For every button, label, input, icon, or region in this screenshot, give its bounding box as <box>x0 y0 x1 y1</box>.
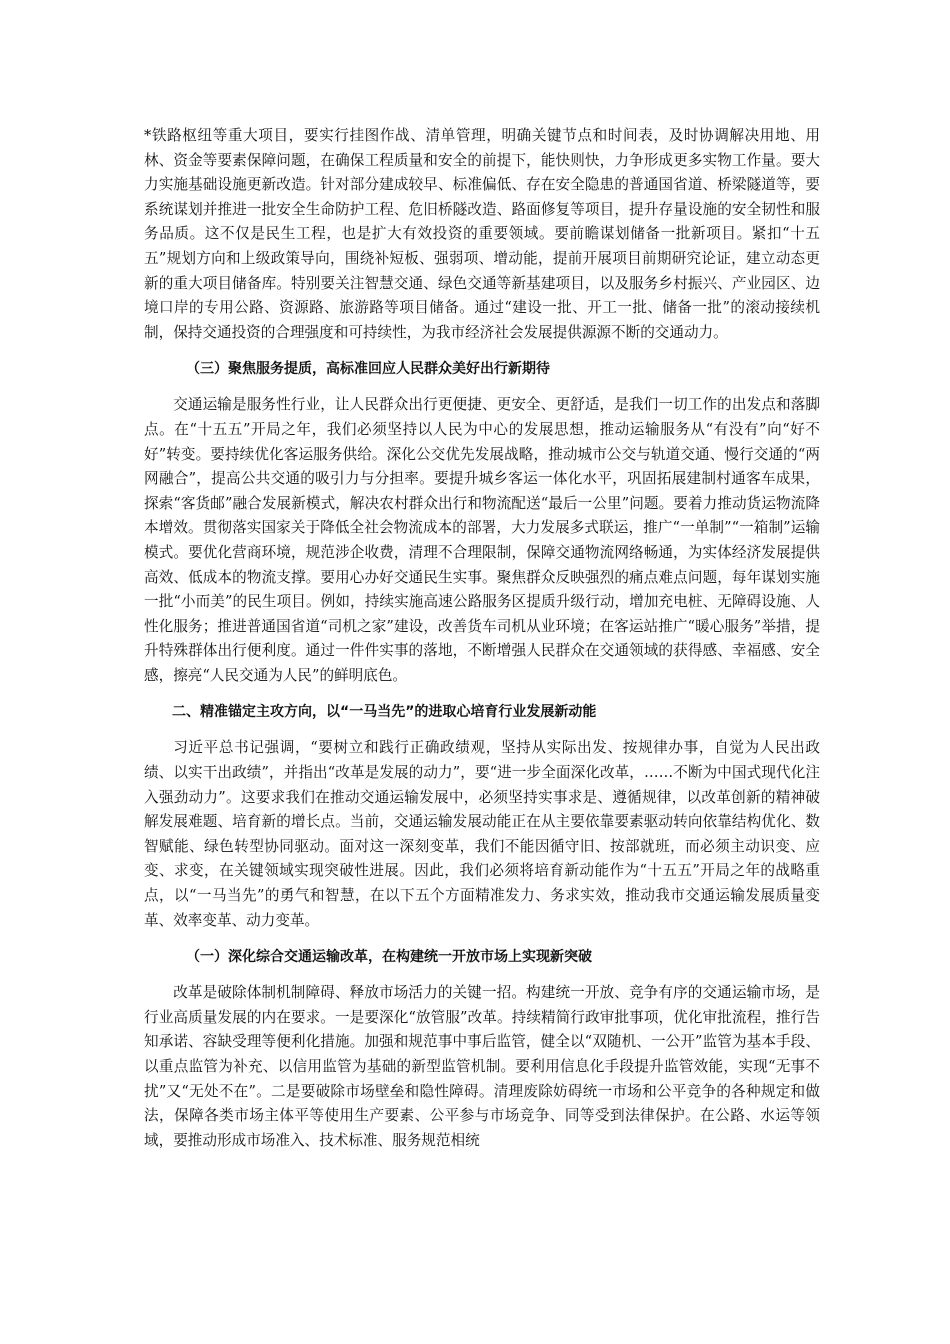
section-heading: （一）深化综合交通运输改革，在构建统一开放市场上实现新突破 <box>186 949 592 966</box>
section-heading: （三）聚焦服务提质，高标准回应人民群众美好出行新期待 <box>186 361 550 378</box>
body-paragraph: 交通运输是服务性行业，让人民群众出行更便捷、更安全、更舒适，是我们一切工作的出发点和落脚点。在“十五五”开局之年，我们必须坚持以人民为中心的发展思想，推动运输服务从“有没有”向“好不好”转变。要持续优化客运服务供给。深化公交优先发展战略，推动城市公交与轨道交通、慢行交通的“两网融合”，提高公共交通的吸引力与分担率。要提升城乡客运一体化水平，巩固拓展建制村通客车成果，探索“客货邮”融合发展新模式，解决农村群众出行和物流配送“最后一公里”问题。要着力推动货运物流降本增效。贯彻落实国家关于降低全社会物流成本的部署，大力发展多式联运，推广“一单制”“一箱制”运输模式。要优化营商环境，规范涉企收费，清理不合理限制，保障交通物流网络畅通，为实体经济发展提供高效、低成本的物流支撑。要用心办好交通民生实事。聚焦群众反映强烈的痛点难点问题，每年谋划实施一批“小而美”的民生项目。例如，持续实施高速公路服务区提质升级行动，增加充电桩、无障碍设施、人性化服务；推进普通国省道“司机之家”建设，改善货车司机从业环境；在客运站推广“暖心服务”举措，提升特殊群体出行便利度。通过一件件实事的落地，不断增强人民群众在交通领域的获得感、幸福感、安全感，擦亮“人民交通为人民”的鲜明底色。 <box>144 396 820 684</box>
body-paragraph: 改革是破除体制机制障碍、释放市场活力的关键一招。构建统一开放、竞争有序的交通运输市场，是行业高质量发展的内在要求。一是要深化“放管服”改革。持续精简行政审批事项，优化审批流程，推行告知承诺、容缺受理等便利化措施。加强和规范事中事后监管，健全以“双随机、一公开”监管为基本手段、以重点监管为补充、以信用监管为基础的新型监管机制。要利用信息化手段提升监管效能，实现“无事不扰”又“无处不在”。二是要破除市场壁垒和隐性障碍。清理废除妨碍统一市场和公平竞争的各种规定和做法，保障各类市场主体平等使用生产要素、公平参与市场竞争、同等受到法律保护。在公路、水运等领域，要推动形成市场准入、技术标准、服务规范相统 <box>144 984 820 1149</box>
section-heading: 二、精准锚定主攻方向，以“一马当先”的进取心培育行业发展新动能 <box>172 704 597 721</box>
body-paragraph: *铁路枢纽等重大项目，要实行挂图作战、清单管理，明确关键节点和时间表，及时协调解决用地、用林、资金等要素保障问题，在确保工程质量和安全的前提下，能快则快，力争形成更多实物工作量。要大力实施基础设施更新改造。针对部分建成较早、标准偏低、存在安全隐患的普通国省道、桥梁隧道等，要系统谋划并推进一批安全生命防护工程、危旧桥隧改造、路面修复等项目，提升存量设施的安全韧性和服务品质。这不仅是民生工程，也是扩大有效投资的重要领域。要前瞻谋划储备一批新项目。紧扣“十五五”规划方向和上级政策导向，围绕补短板、强弱项、增动能，提前开展项目前期研究论证，建立动态更新的重大项目储备库。特别要关注智慧交通、绿色交通等新基建项目，以及服务乡村振兴、产业园区、边境口岸的专用公路、资源路、旅游路等项目储备。通过“建设一批、开工一批、储备一批”的滚动接续机制，保持交通投资的合理强度和可持续性，为我市经济社会发展提供源源不断的交通动力。 <box>144 127 820 341</box>
body-paragraph: 习近平总书记强调，“要树立和践行正确政绩观，坚持从实际出发、按规律办事，自觉为人民出政绩、以实干出政绩”，并指出“改革是发展的动力”，要“进一步全面深化改革，……不断为中国式现代化注入强劲动力”。这要求我们在推动交通运输发展中，必须坚持实事求是、遵循规律，以改革创新的精神破解发展难题、培育新的增长点。当前，交通运输发展动能正在从主要依靠要素驱动转向依靠结构优化、数智赋能、绿色转型协同驱动。面对这一深刻变革，我们不能因循守旧、按部就班，而必须主动识变、应变、求变，在关键领域实现突破性进展。因此，我们必须将培育新动能作为“十五五”开局之年的战略重点，以“一马当先”的勇气和智慧，在以下五个方面精准发力、务求实效，推动我市交通运输发展质量变革、效率变革、动力变革。 <box>144 739 820 929</box>
